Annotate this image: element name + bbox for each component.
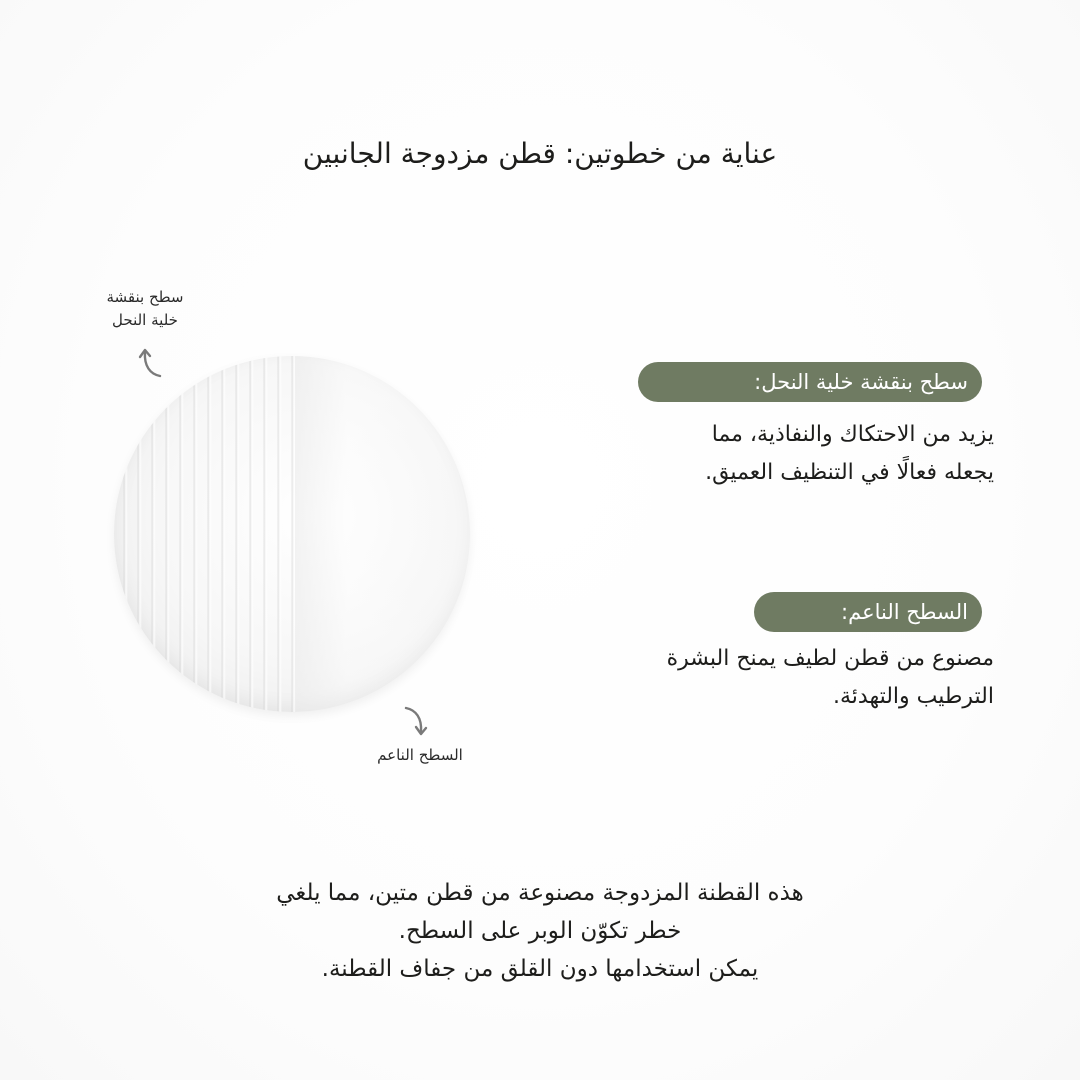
description-line: يجعله فعالًا في التنظيف العميق.	[705, 460, 994, 485]
feature-description-honeycomb	[554, 416, 994, 492]
footer-line: يمكن استخدامها دون القلق من جفاف القطنة.	[321, 956, 759, 982]
feature-label-smooth: السطح الناعم:	[754, 592, 982, 632]
curved-arrow-down-icon	[398, 702, 432, 742]
callout-honeycomb-surface	[80, 286, 210, 332]
smooth-side	[295, 356, 470, 712]
description-line: مصنوع من قطن لطيف يمنح البشرة	[666, 646, 994, 671]
callout-line: خلية النحل	[112, 311, 178, 329]
page-title: عناية من خطوتين: قطن مزدوجة الجانبين	[302, 137, 778, 170]
feature-description-smooth	[554, 640, 994, 716]
cotton-pad-illustration	[114, 356, 470, 712]
footer-line: خطر تكوّن الوبر على السطح.	[398, 918, 682, 944]
footer-line: هذه القطنة المزدوجة مصنوعة من قطن متين، مما يلغي	[276, 880, 804, 906]
feature-label-honeycomb: سطح بنقشة خلية النحل:	[638, 362, 982, 402]
cotton-pad	[114, 356, 470, 712]
callout-smooth-surface: السطح الناعم	[377, 746, 463, 764]
description-line: الترطيب والتهدئة.	[832, 684, 994, 709]
callout-line: سطح بنقشة	[106, 288, 184, 306]
footer-text	[200, 874, 880, 988]
description-line: يزيد من الاحتكاك والنفاذية، مما	[711, 422, 994, 447]
honeycomb-texture-side	[114, 356, 299, 712]
